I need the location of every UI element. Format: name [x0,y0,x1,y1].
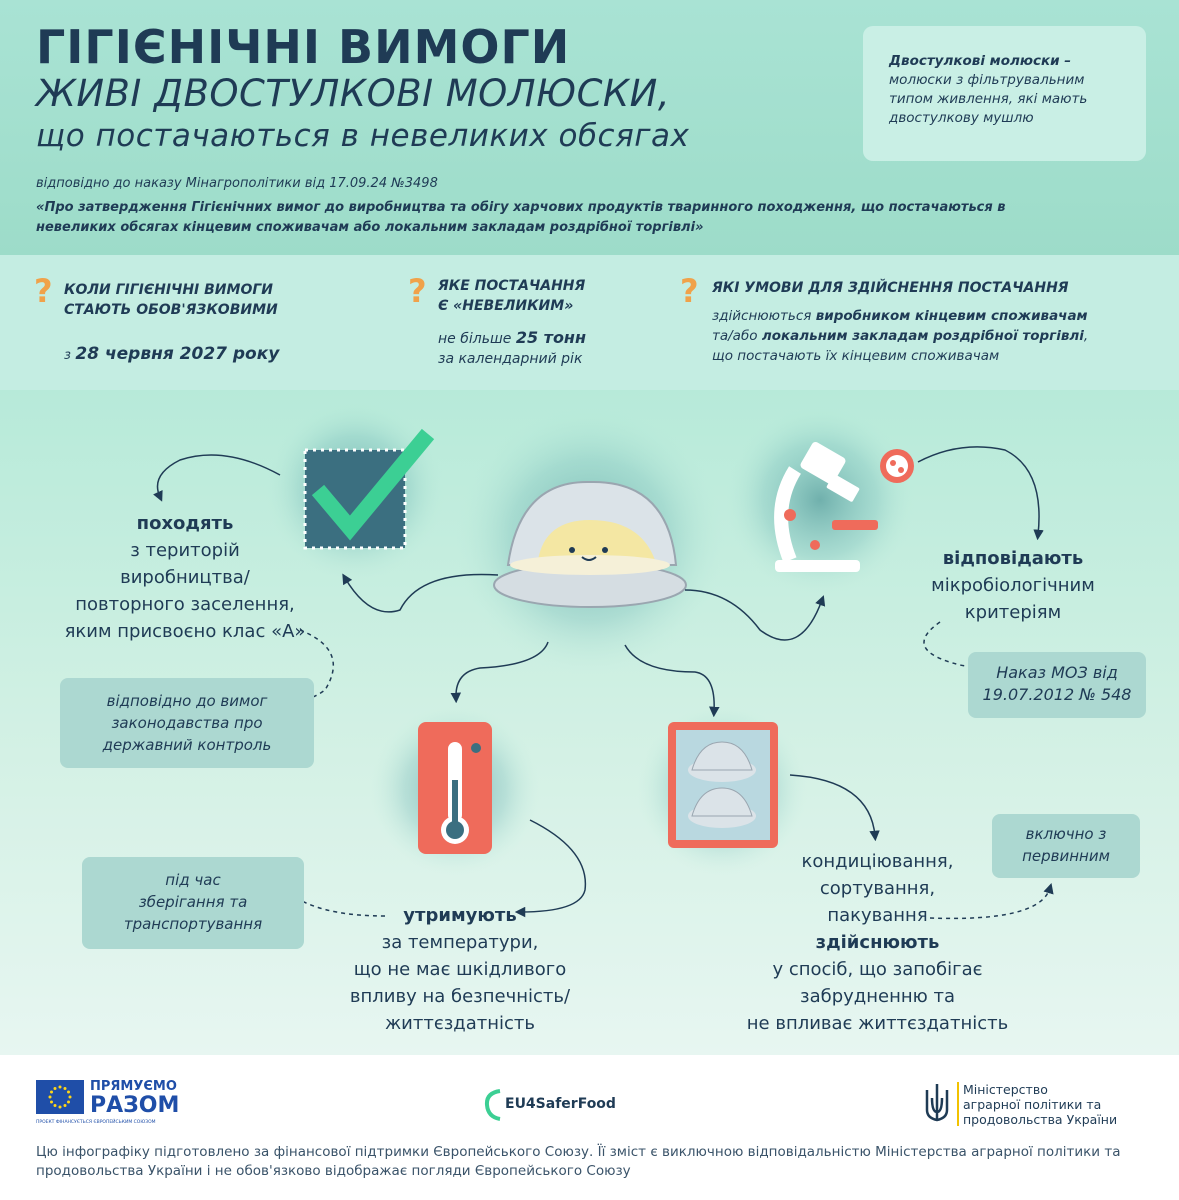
temp-note: під час зберігання та транспортування [82,857,304,949]
package-icon [668,722,778,848]
brand-top: ПРЯМУЄМО [90,1079,177,1094]
thermometer-icon [418,722,492,854]
question-answer: здійснюються виробником кінцевим споживачам та/або локальним закладам роздрібної торгівлі, що постачають їх кінцевим споживачам [712,308,1089,364]
trident-icon [922,1082,952,1124]
question-heading: ЯКЕ ПОСТАЧАННЯ Є «НЕВЕЛИКИМ» [438,278,586,314]
page-title: ГІГІЄНІЧНІ ВИМОГИ [36,20,571,74]
arrow-thermo-text [520,820,585,912]
eu4-logo-icon [484,1088,504,1122]
micro-text: відповідають мікробіологічним критеріям [931,548,1095,623]
definition-term: Двостулкові молюски – [889,53,1072,69]
brand-small: ПРОЕКТ ФІНАНСУЄТЬСЯ ЄВРОПЕЙСЬКИМ СОЮЗОМ [36,1120,156,1125]
order-title: «Про затвердження Гігієнічних вимог до виробництва та обігу харчових продуктів тваринного походження, що постачаються в невеликих обсягах кінцевим споживачам або локальним закладам роздрібної торгівлі» [36,200,1006,235]
arrow-check-text [158,455,281,497]
disclaimer: Цю інфографіку підготовлено за фінансової підтримки Європейського Союзу. Її зміст є виключною відповідальністю Міністерства аграрної політики та продовольства України і не обов'язково відображає погляди Європейського Союзу [36,1144,1121,1179]
arrow-micro-text [918,447,1039,535]
question-mark-icon: ? [34,272,53,310]
definition-box [863,26,1146,161]
micro-note: Наказ МОЗ від 19.07.2012 № 548 [968,652,1146,718]
eu-flag-icon [36,1080,84,1114]
ministry-name: Міністерство аграрної політики та продовольства України [963,1082,1118,1127]
question-answer: не більше 25 тонн за календарний рік [438,328,587,367]
question-mark-icon: ? [408,272,427,310]
order-reference: відповідно до наказу Мінагрополітики від 17.09.24 №3498 [36,176,438,191]
definition-text: молюски з фільтрувальним типом живлення, які мають двостулкову мушлю [889,72,1088,126]
subtitle-line2: що постачаються в невеликих обсягах [36,118,690,154]
ministry-divider [957,1082,959,1126]
question-mark-icon: ? [680,272,699,310]
question-heading: ЯКІ УМОВИ ДЛЯ ЗДІЙСНЕННЯ ПОСТАЧАННЯ [712,280,1069,296]
process-note: включно з первинним [992,814,1140,878]
brand-main: РАЗОМ [90,1093,180,1118]
subtitle-line1: ЖИВІ ДВОСТУЛКОВІ МОЛЮСКИ, [36,72,671,115]
temp-text: утримують за температури, що не має шкідливого впливу на безпечність/ життєздатність [349,905,571,1034]
origin-text: походять з територій виробництва/ повторного заселення, яким присвоєно клас «А» [64,513,306,642]
question-answer: з 28 червня 2027 року [64,344,280,364]
origin-note: відповідно до вимог законодавства про державний контроль [60,678,314,768]
question-heading: КОЛИ ГІГІЄНІЧНІ ВИМОГИ СТАЮТЬ ОБОВ'ЯЗКОВИМИ [64,282,278,318]
eu4-logo-text: EU4SaferFood [505,1096,616,1112]
process-text: кондиціювання, сортування, пакування здійснюють у спосіб, що запобігає забрудненню та не впливає життєздатність [746,851,1009,1034]
